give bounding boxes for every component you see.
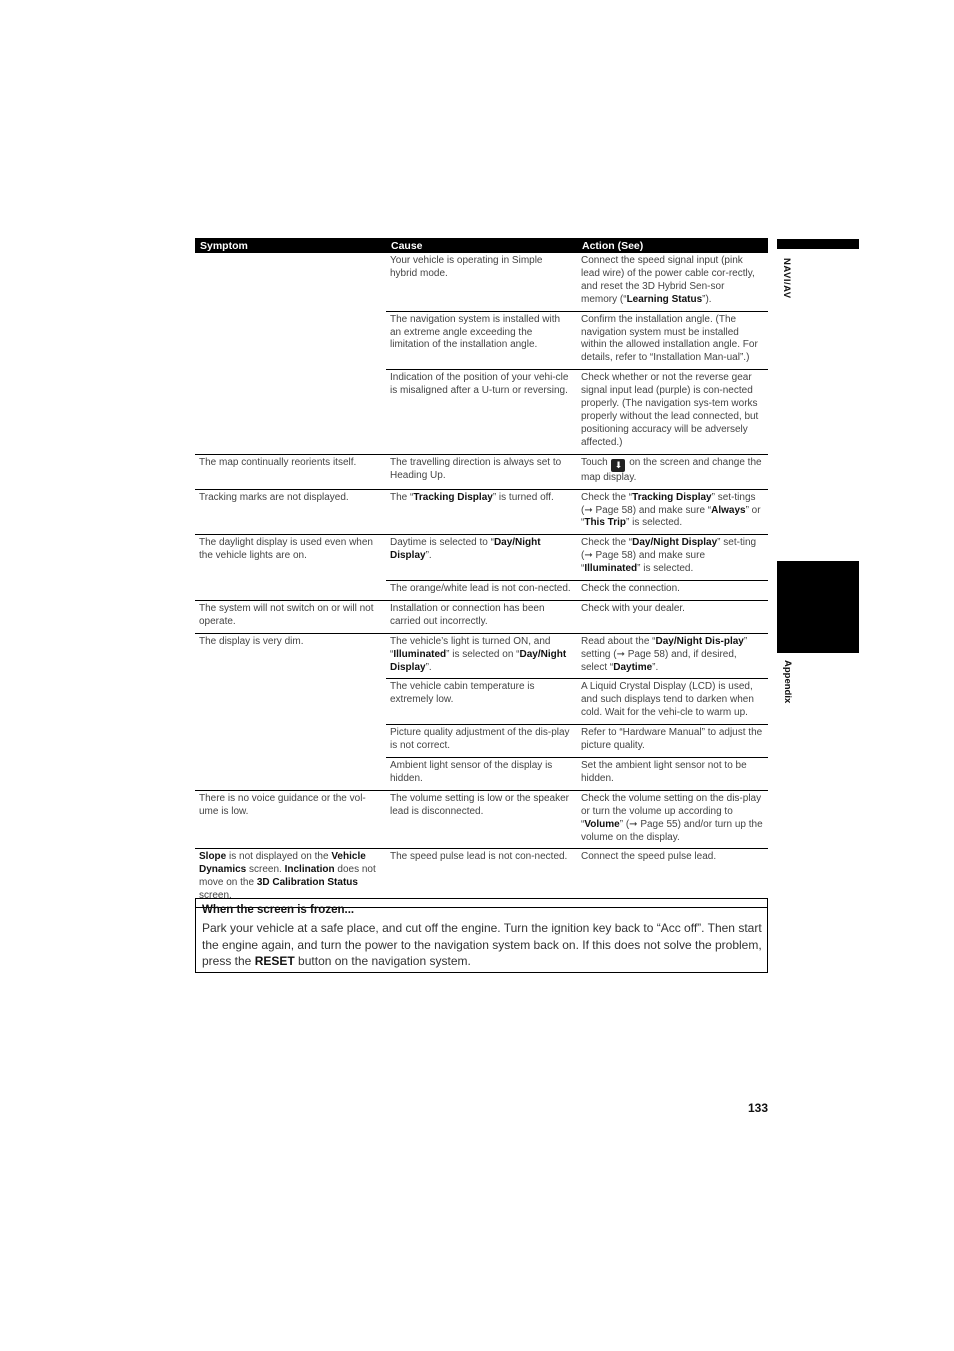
cause-cell: The navigation system is installed with an extreme angle exceeding the limitation of the installation angle. <box>386 311 577 370</box>
action-cell: Confirm the installation angle. (The navigation system must be installed within the allowed installation angle. For details, refer to “Installation Man-ual”.) <box>577 311 768 370</box>
action-cell: Connect the speed signal input (pink lead wire) of the power cable cor-rectly, and reset the 3D Hybrid Sen-sor memory (“Learning Status”). <box>581 255 755 305</box>
cause-cell: Picture quality adjustment of the dis-play is not correct. <box>386 725 577 758</box>
header-symptom: Symptom <box>195 238 386 253</box>
symptom-cell: The display is very dim. <box>195 633 386 790</box>
action-cell: Refer to “Hardware Manual” to adjust the picture quality. <box>577 725 768 758</box>
troubleshooting-table <box>195 238 768 908</box>
header-cause: Cause <box>386 238 577 253</box>
table-row <box>195 790 768 849</box>
cause-cell: The orange/white lead is not con-nected. <box>386 581 577 601</box>
table-row <box>195 633 768 679</box>
action-cell: Set the ambient light sensor not to be hidden. <box>577 758 768 791</box>
cause-cell: The vehicle cabin temperature is extremely low. <box>386 679 577 725</box>
side-tab-bar <box>777 239 859 249</box>
cause-cell: Your vehicle is operating in Simple hybrid mode. <box>390 255 543 279</box>
table-header-row <box>195 238 768 253</box>
cause-cell: The volume setting is low or the speaker lead is disconnected. <box>386 790 577 849</box>
action-cell: Check the volume setting on the dis-play or turn the volume up according to “Volume” (➞ Page 55) and/or turn up the volume on the display. <box>577 790 768 849</box>
table-row <box>195 535 768 581</box>
cause-cell: Indication of the position of your vehi-cle is misaligned after a U-turn or reversing. <box>386 370 577 454</box>
cause-cell: Ambient light sensor of the display is hidden. <box>386 758 577 791</box>
symptom-cell: The system will not switch on or will not operate. <box>195 600 386 633</box>
note-body: Park your vehicle at a safe place, and cut off the engine. Turn the ignition key back to “Acc off”. Then start the engine again, and turn the power to the navigation system back on. If this does not solve the problem, press the RESET button on the navigation system. <box>202 921 762 968</box>
cause-cell: Daytime is selected to “Day/Night Display”. <box>386 535 577 581</box>
table-row <box>195 253 768 311</box>
table-row <box>195 600 768 633</box>
table-row <box>195 489 768 535</box>
symptom-cell: The map continually reorients itself. <box>195 454 386 489</box>
action-cell: Check the “Tracking Display” set-tings (➞ Page 58) and make sure “Always” or “This Trip” is selected. <box>577 489 768 535</box>
symptom-cell: Tracking marks are not displayed. <box>195 489 386 535</box>
navi-av-tab-label: NAVI/AV <box>781 258 792 299</box>
action-cell: Read about the “Day/Night Dis-play” setting (➞ Page 58) and, if desired, select “Daytime”. <box>577 633 768 679</box>
action-cell: A Liquid Crystal Display (LCD) is used, and such displays tend to darken when cold. Wait for the vehi-cle to warm up. <box>577 679 768 725</box>
action-cell: Check the “Day/Night Display” set-ting (➞ Page 58) and make sure “Illuminated” is selected. <box>577 535 768 581</box>
cause-cell: The speed pulse lead is not con-nected. <box>386 849 577 908</box>
action-cell: Touch ⬇ on the screen and change the map display. <box>577 454 768 489</box>
symptom-cell <box>195 253 386 454</box>
note-title: When the screen is frozen... <box>202 904 355 916</box>
cause-cell: The travelling direction is always set to Heading Up. <box>386 454 577 489</box>
header-action: Action (See) <box>577 238 768 253</box>
appendix-tab-label: Appendix <box>782 660 793 704</box>
page-number: 133 <box>747 1101 768 1115</box>
cause-cell: The “Tracking Display” is turned off. <box>386 489 577 535</box>
frozen-screen-note <box>195 898 768 973</box>
table-row <box>195 454 768 489</box>
symptom-cell: The daylight display is used even when the vehicle lights are on. <box>195 535 386 601</box>
action-cell: Check whether or not the reverse gear signal input lead (purple) is con-nected properly. (The navigation sys-tem works properly without the lead connected, but positioning accuracy will be adversely affected.) <box>577 370 768 454</box>
cause-cell: Installation or connection has been carried out incorrectly. <box>386 600 577 633</box>
symptom-cell: There is no voice guidance or the vol-ume is low. <box>195 790 386 849</box>
appendix-tab-marker <box>777 561 859 653</box>
cause-cell: The vehicle’s light is turned ON, and “Illuminated” is selected on “Day/Night Display”. <box>386 633 577 679</box>
action-cell: Check the connection. <box>577 581 768 601</box>
action-cell: Check with your dealer. <box>577 600 768 633</box>
symptom-cell: Slope is not displayed on the Vehicle Dynamics screen. Inclination does not move on the 3D Calibration Status screen. <box>195 849 386 908</box>
heading-up-icon: ⬇ <box>611 459 625 472</box>
action-cell: Connect the speed pulse lead. <box>577 849 768 908</box>
